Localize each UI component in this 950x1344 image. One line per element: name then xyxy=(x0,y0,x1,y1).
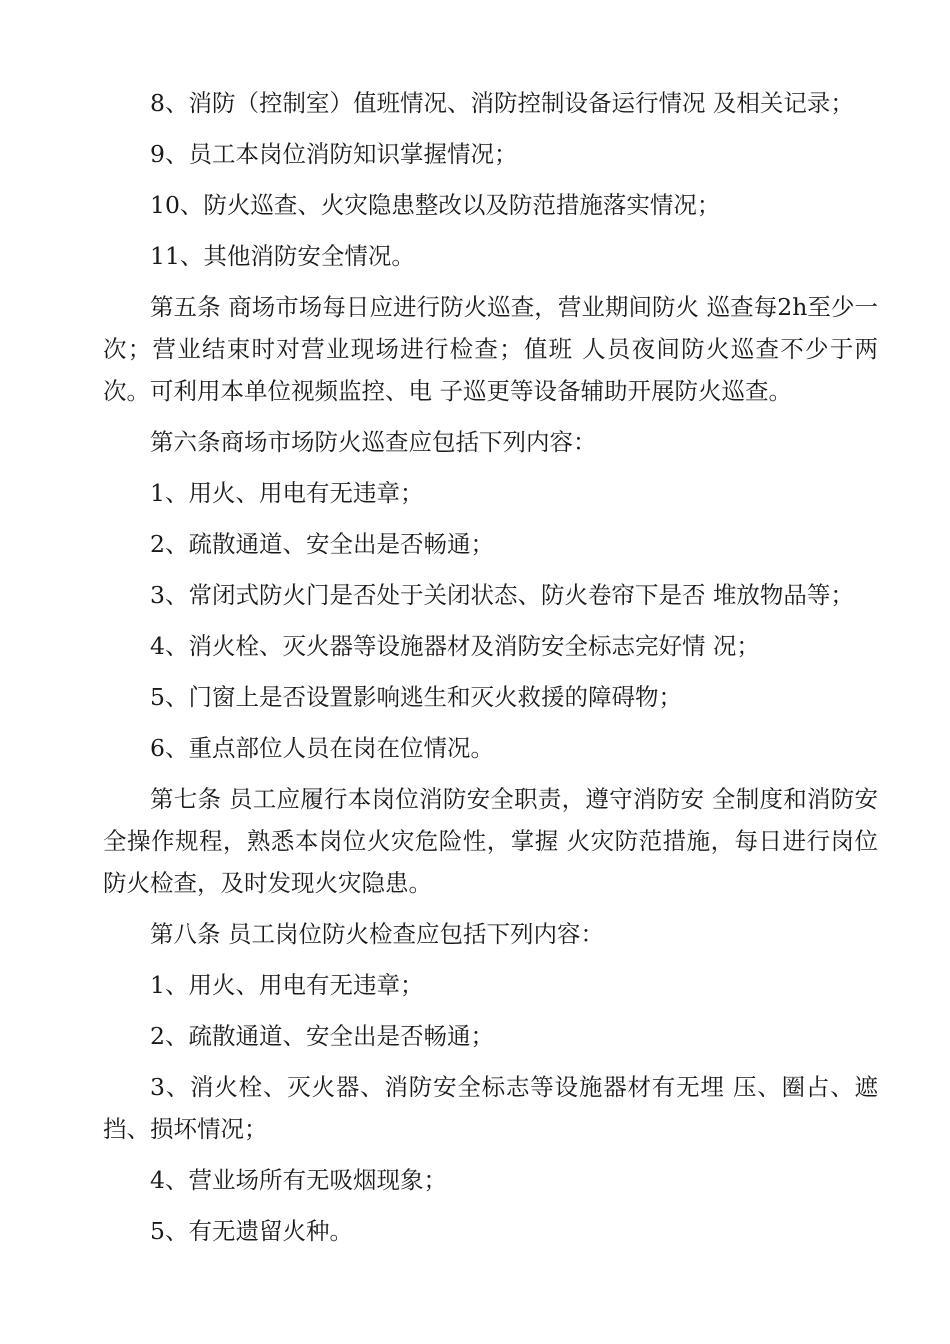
paragraph-patrol-item-4: 4、消火栓、灭火器等设施器材及消防安全标志完好情 况； xyxy=(150,632,760,660)
paragraph-item-9: 9、员工本岗位消防知识掌握情况； xyxy=(150,140,518,168)
paragraph-article-6: 第六条商场市场防火巡查应包括下列内容： xyxy=(150,428,597,456)
paragraph-check-item-2: 2、疏散通道、安全出是否畅通； xyxy=(150,1022,494,1050)
paragraph-patrol-item-5: 5、门窗上是否设置影响逃生和灭火救援的障碍物； xyxy=(150,683,682,711)
paragraph-check-item-4: 4、营业场所有无吸烟现象； xyxy=(150,1166,447,1194)
paragraph-patrol-item-6: 6、重点部位人员在岗在位情况。 xyxy=(150,734,494,762)
paragraph-article-8: 第八条 员工岗位防火检查应包括下列内容： xyxy=(150,920,604,948)
paragraph-article-5: 第五条 商场市场每日应进行防火巡查，营业期间防火 巡查每2h至少一次；营业结束时对营业现场进行检查；值班 人员夜间防火巡查不少于两次。可利用本单位视频监控、电 子巡更等设备辅助开展防火巡查。 xyxy=(103,293,878,405)
paragraph-item-10: 10、防火巡查、火灾隐患整改以及防范措施落实情况； xyxy=(150,191,721,219)
paragraph-patrol-item-3: 3、常闭式防火门是否处于关闭状态、防火卷帘下是否 堆放物品等； xyxy=(150,581,854,609)
paragraph-item-8: 8、消防（控制室）值班情况、消防控制设备运行情况 及相关记录； xyxy=(150,89,854,117)
paragraph-check-item-5: 5、有无遗留火种。 xyxy=(150,1217,353,1245)
paragraph-article-7: 第七条 员工应履行本岗位消防安全职责，遵守消防安 全制度和消防安全操作规程，熟悉本岗位火灾危险性，掌握 火灾防范措施，每日进行岗位防火检查，及时发现火灾隐患。 xyxy=(103,785,878,897)
paragraph-patrol-item-1: 1、用火、用电有无违章； xyxy=(150,479,424,507)
paragraph-patrol-item-2: 2、疏散通道、安全出是否畅通； xyxy=(150,530,494,558)
paragraph-item-11: 11、其他消防安全情况。 xyxy=(150,242,415,270)
paragraph-check-item-1: 1、用火、用电有无违章； xyxy=(150,971,424,999)
paragraph-check-item-3: 3、消火栓、灭火器、消防安全标志等设施器材有无埋 压、圈占、遮挡、损坏情况； xyxy=(103,1073,878,1143)
